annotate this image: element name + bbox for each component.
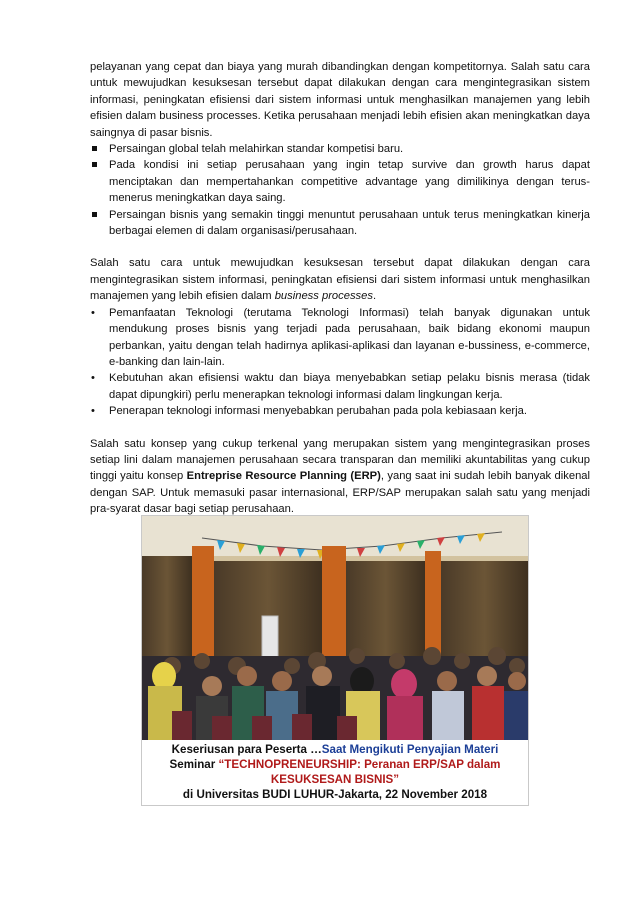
- paragraph-3: Salah satu konsep yang cukup terkenal yang merupakan sistem yang mengintegrasikan proses setiap lini dalam manajemen perusahaan secara transparan dan memiliki akuntabilitas yang cukup tinggi yaitu konsep Entreprise Resource Planning (ERP), yang saat ini sudah lebih banyak dikenal dengan SAP. Untuk memasuki pasar internasional, ERP/SAP merupakan salah satu yang menjadi pra-syarat dasar bagi setiap perusahaan.: [90, 437, 591, 516]
- dot-bullet-icon: •: [91, 372, 95, 385]
- dot-bullet-icon: •: [91, 306, 95, 319]
- bullet-list-2: [90, 305, 590, 420]
- square-bullet-icon: [92, 146, 97, 151]
- paragraph-2: Salah satu cara untuk mewujudkan kesuksesan tersebut dapat dilakukan dengan cara mengintegrasikan sistem informasi, peningkatan efisiensi dari sistem informasi untuk menghasilkan manajemen yang lebih efisien dalam business processes.: [90, 257, 590, 303]
- caption-line-1: Keseriusan para Peserta …Saat Mengikuti Penyajian Materi: [171, 743, 499, 756]
- document-body: [90, 59, 590, 518]
- seminar-photo: [141, 515, 529, 806]
- list-item: Persaingan global telah melahirkan standar kompetisi baru.: [90, 141, 590, 157]
- caption-line-4: di Universitas BUDI LUHUR-Jakarta, 22 November 2018: [182, 788, 488, 801]
- list-item: Persaingan bisnis yang semakin tinggi menuntut perusahaan untuk terus meningkatkan kinerja berbagai elemen di dalam organisasi/perusahaan.: [90, 207, 590, 240]
- square-bullet-icon: [92, 162, 97, 167]
- square-bullet-icon: [92, 212, 97, 217]
- paragraph-1: pelayanan yang cepat dan biaya yang murah dibandingkan dengan kompetitornya. Salah satu cara untuk mewujudkan kesuksesan tersebut dapat dilakukan dengan cara mengintegrasikan sistem informasi, peningkatan efisiensi dari sistem informasi untuk menghasilkan manajemen yang lebih efisien dalam business processes. Ketika perusahaan menjadi lebih efisien akan meningkatkan daya saingnya di pasar bisnis.: [90, 61, 590, 139]
- caption-line-2: Seminar “TECHNOPRENEURSHIP: Peranan ERP/SAP dalam: [169, 758, 501, 771]
- photo-caption: [142, 740, 528, 806]
- list-item: • Pemanfaatan Teknologi (terutama Teknologi Informasi) telah banyak digunakan untuk mendukung proses bisnis yang terjadi pada perusahaan, baik bidang ekonomi maupun perbankan, yaitu dengan telah hadirnya aplikasi-aplikasi dan layanan e-bussiness, e-commerce, e-banking dan lain-lain.: [91, 306, 590, 368]
- list-item: Pada kondisi ini setiap perusahaan yang ingin tetap survive dan growth harus dapat menciptakan dan mempertahankan competitive advantage yang dimilikinya dengan terus-menerus meningkatkan daya saing.: [90, 157, 590, 206]
- list-item: • Kebutuhan akan efisiensi waktu dan biaya menyebabkan setiap pelaku bisnis merasa (tidak dapat dipungkiri) perlu menerapkan teknologi informasi dalam lingkungan kerja.: [91, 372, 590, 401]
- bullet-list-1: [90, 141, 590, 239]
- dot-bullet-icon: •: [91, 405, 95, 418]
- list-item: • Penerapan teknologi informasi menyebabkan perubahan pada pola kebiasaan kerja.: [90, 403, 590, 419]
- caption-line-3: KESUKSESAN BISNIS”: [270, 773, 400, 786]
